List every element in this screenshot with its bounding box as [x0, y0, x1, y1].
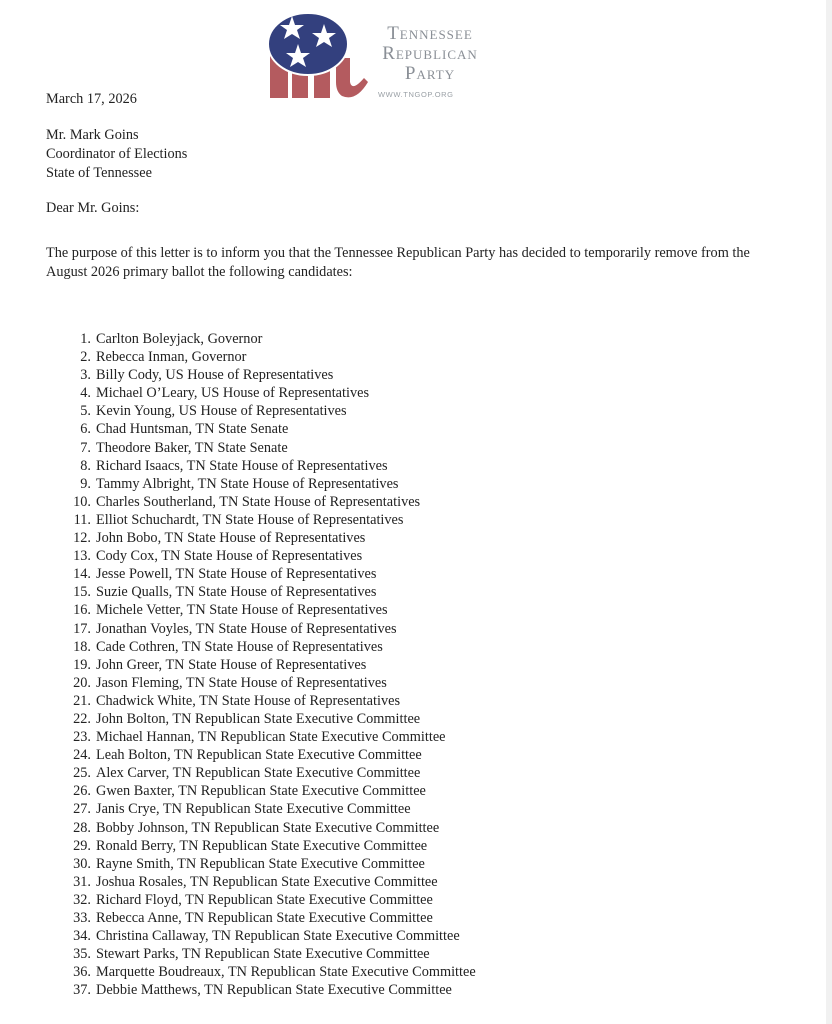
org-url: WWW.TNGOP.ORG [378, 90, 454, 99]
list-item [46, 909, 476, 927]
addressee-name: Mr. Mark Goins [46, 127, 139, 143]
list-item [46, 330, 476, 348]
logo-trunk [336, 58, 368, 97]
list-item [46, 583, 476, 601]
candidate-entry: Chadwick White, TN State House of Representatives [96, 692, 401, 709]
candidate-entry: Stewart Parks, TN Republican State Executive Committee [96, 946, 430, 963]
org-name-line-2: Republican [382, 43, 478, 64]
candidate-entry: John Bolton, TN Republican State Executive Committee [96, 710, 421, 727]
tristar-elephant-icon [266, 10, 376, 102]
list-item-number: 6. [80, 421, 91, 438]
addressee-org: State of Tennessee [46, 165, 152, 181]
candidate-entry: Alex Carver, TN Republican State Executive Committee [96, 765, 421, 782]
list-item-number: 12. [73, 530, 91, 547]
list-item-number: 2. [80, 349, 91, 366]
list-item [46, 746, 476, 764]
list-item [46, 981, 476, 999]
candidate-entry: Janis Crye, TN Republican State Executive Committee [96, 801, 411, 818]
org-name-line-1: Tennessee [387, 23, 473, 44]
list-item-number: 36. [73, 964, 91, 981]
list-item-number: 19. [73, 656, 91, 673]
org-name [370, 24, 490, 84]
candidate-entry: Cade Cothren, TN State House of Representatives [96, 638, 383, 655]
candidate-entry: Cody Cox, TN State House of Representatives [96, 548, 363, 565]
candidate-entry: Debbie Matthews, TN Republican State Executive Committee [96, 982, 452, 999]
list-item-number: 18. [73, 638, 91, 655]
page-edge [826, 0, 832, 1024]
list-item [46, 638, 476, 656]
list-item [46, 692, 476, 710]
candidate-entry: Suzie Qualls, TN State House of Representatives [96, 584, 377, 601]
list-item-number: 25. [73, 765, 91, 782]
list-item [46, 475, 476, 493]
candidate-entry: Jason Fleming, TN State House of Representatives [96, 674, 387, 691]
list-item-number: 8. [80, 457, 91, 474]
candidate-entry: Jesse Powell, TN State House of Representatives [96, 566, 377, 583]
list-item-number: 14. [73, 566, 91, 583]
list-item-number: 21. [73, 692, 91, 709]
candidate-entry: Michele Vetter, TN State House of Representatives [96, 602, 388, 619]
list-item [46, 927, 476, 945]
list-item-number: 33. [73, 910, 91, 926]
list-item-number: 22. [73, 710, 91, 727]
list-item-number: 35. [73, 946, 91, 963]
list-item-number: 31. [73, 873, 91, 890]
addressee-title: Coordinator of Elections [46, 146, 188, 162]
candidate-entry: John Bobo, TN State House of Representatives [96, 530, 366, 547]
list-item [46, 800, 476, 818]
list-item-number: 15. [73, 584, 91, 601]
list-item-number: 1. [80, 331, 91, 347]
candidate-entry: Ronald Berry, TN Republican State Executive Committee [96, 837, 428, 854]
candidate-entry: Charles Southerland, TN State House of Representatives [96, 493, 421, 510]
list-item-number: 5. [80, 403, 91, 420]
candidate-entry: Michael O’Leary, US House of Representatives [96, 385, 370, 402]
candidate-entry: Richard Floyd, TN Republican State Executive Committee [96, 891, 433, 908]
candidate-entry: Theodore Baker, TN State Senate [96, 439, 288, 456]
list-item-number: 3. [80, 367, 91, 384]
list-item-number: 4. [80, 385, 91, 402]
list-item-number: 9. [80, 475, 91, 492]
candidate-entry: John Greer, TN State House of Representatives [96, 656, 367, 673]
candidate-entry: Richard Isaacs, TN State House of Representatives [96, 457, 388, 474]
list-item-number: 13. [73, 548, 91, 565]
letter-body: The purpose of this letter is to inform you that the Tennessee Republican Party has decided to temporarily remove from the August 2026 primary ballot the following candidates: [46, 245, 750, 280]
list-item-number: 37. [73, 982, 91, 999]
list-item [46, 439, 476, 457]
org-name-line-3: Party [404, 63, 456, 84]
list-item-number: 27. [73, 801, 91, 818]
candidate-entry: Billy Cody, US House of Representatives [96, 367, 334, 384]
candidate-entry: Jonathan Voyles, TN State House of Representatives [96, 620, 397, 637]
candidate-entry: Marquette Boudreaux, TN Republican State Executive Committee [96, 964, 476, 981]
list-item [46, 565, 476, 583]
list-item-number: 28. [73, 819, 91, 836]
candidate-entry: Leah Bolton, TN Republican State Executive Committee [96, 747, 422, 764]
list-item [46, 366, 476, 384]
list-item [46, 963, 476, 981]
candidate-entry: Kevin Young, US House of Representatives [96, 403, 347, 420]
list-item [46, 728, 476, 746]
list-item [46, 891, 476, 909]
list-item [46, 511, 476, 529]
list-item-number: 23. [73, 729, 91, 746]
candidate-entry: Joshua Rosales, TN Republican State Executive Committee [96, 873, 438, 890]
candidate-list [46, 330, 476, 999]
list-item-number: 30. [73, 855, 91, 872]
list-item [46, 384, 476, 402]
list-item-number: 7. [80, 439, 91, 456]
list-item [46, 855, 476, 873]
list-item [46, 873, 476, 891]
candidate-entry: Rayne Smith, TN Republican State Executive Committee [96, 855, 425, 872]
list-item [46, 420, 476, 438]
candidate-entry: Elliot Schuchardt, TN State House of Representatives [96, 511, 404, 528]
list-item-number: 24. [73, 747, 91, 764]
list-item [46, 656, 476, 674]
list-item [46, 782, 476, 800]
list-item [46, 945, 476, 963]
list-item [46, 819, 476, 837]
list-item [46, 493, 476, 511]
candidate-entry: Rebecca Inman, Governor [96, 349, 247, 366]
list-item-number: 20. [73, 674, 91, 691]
list-item-number: 34. [73, 928, 91, 945]
list-item-number: 26. [73, 783, 91, 800]
list-item [46, 837, 476, 855]
candidate-entry: Gwen Baxter, TN Republican State Executive Committee [96, 783, 426, 800]
list-item [46, 457, 476, 475]
candidate-entry: Bobby Johnson, TN Republican State Executive Committee [96, 819, 440, 836]
list-item [46, 348, 476, 366]
list-item [46, 620, 476, 638]
letter-date: March 17, 2026 [46, 91, 137, 107]
list-item-number: 17. [73, 620, 91, 637]
logo-oval [268, 13, 348, 75]
addressee-block [46, 126, 187, 183]
candidate-entry: Michael Hannan, TN Republican State Executive Committee [96, 729, 446, 746]
list-item [46, 402, 476, 420]
letterhead-logo [266, 10, 496, 102]
list-item [46, 601, 476, 619]
list-item-number: 11. [73, 511, 91, 528]
list-item-number: 29. [73, 837, 91, 854]
list-item [46, 529, 476, 547]
list-item [46, 674, 476, 692]
candidate-entry: Christina Callaway, TN Republican State Executive Committee [96, 928, 460, 945]
list-item-number: 16. [73, 602, 91, 619]
candidate-entry: Tammy Albright, TN State House of Representatives [96, 475, 399, 492]
list-item [46, 547, 476, 565]
list-item [46, 710, 476, 728]
list-item [46, 764, 476, 782]
candidate-entry: Rebecca Anne, TN Republican State Executive Committee [96, 910, 433, 926]
list-item-number: 10. [73, 493, 91, 510]
candidate-entry: Carlton Boleyjack, Governor [96, 331, 263, 347]
candidate-entry: Chad Huntsman, TN State Senate [96, 421, 289, 438]
list-item-number: 32. [73, 891, 91, 908]
salutation: Dear Mr. Goins: [46, 200, 140, 216]
